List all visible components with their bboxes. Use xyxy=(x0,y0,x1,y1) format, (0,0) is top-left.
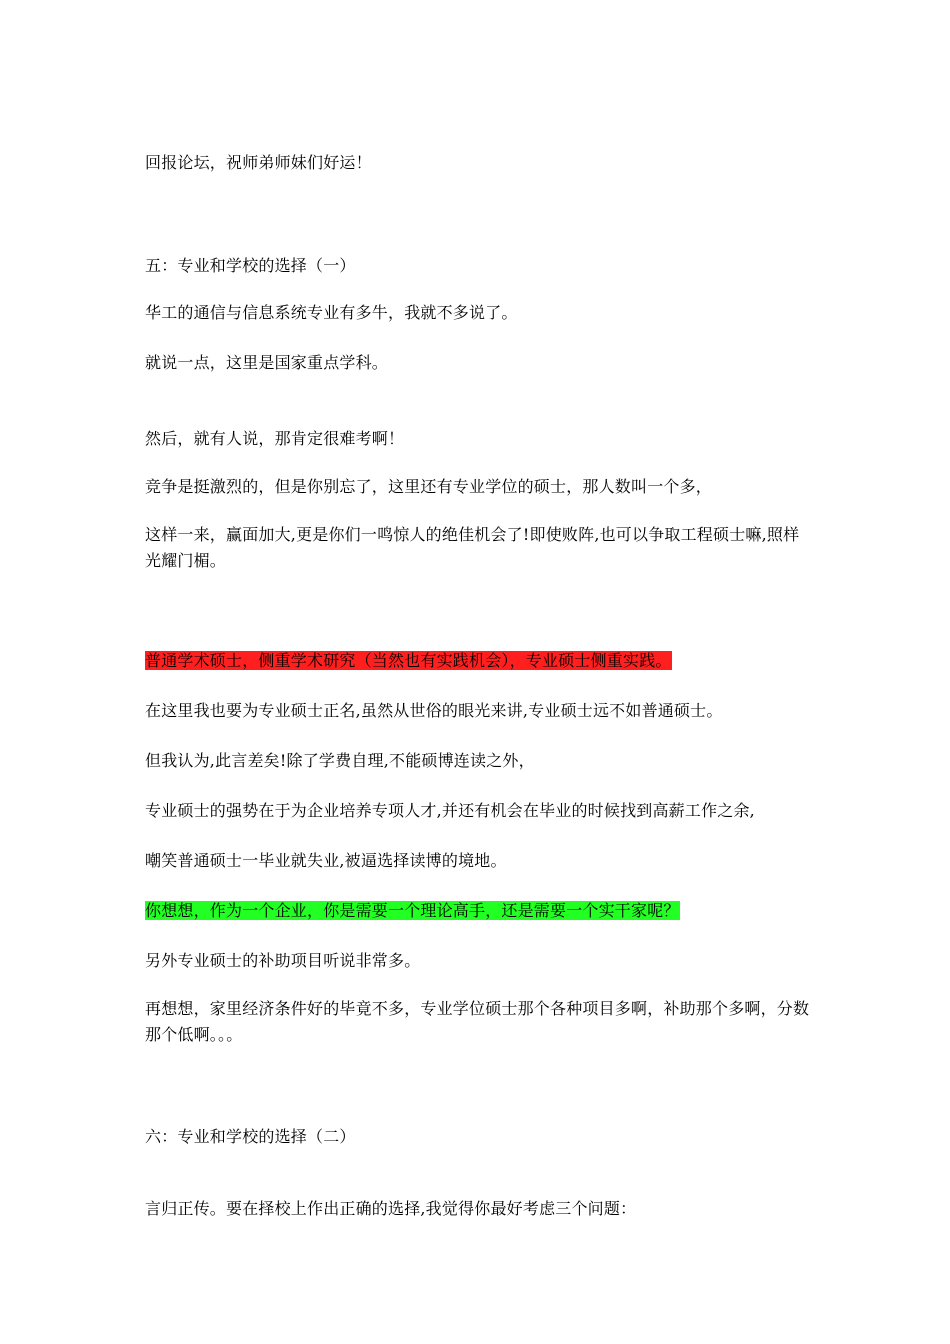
paragraph-highlighted-green xyxy=(145,898,815,924)
section-heading-5: 五：专业和学校的选择（一） xyxy=(145,256,356,275)
paragraph: 言归正传。要在择校上作出正确的选择,我觉得你最好考虑三个问题： xyxy=(145,1199,637,1218)
paragraph-closing-note: 回报论坛，祝师弟师妹们好运！ xyxy=(145,153,372,172)
paragraph: 竞争是挺激烈的，但是你别忘了，这里还有专业学位的硕士，那人数叫一个多， xyxy=(145,477,713,496)
paragraph: 但我认为,此言差矣!除了学费自理,不能硕博连读之外， xyxy=(145,751,535,770)
paragraph: 再想想，家里经济条件好的毕竟不多，专业学位硕士那个各种项目多啊，补助那个多啊，分数那个低啊。。。 xyxy=(145,999,810,1044)
paragraph: 这样一来，赢面加大,更是你们一鸣惊人的绝佳机会了!即使败阵,也可以争取工程硕士嘛,照样光耀门楣。 xyxy=(145,525,800,570)
paragraph: 华工的通信与信息系统专业有多牛，我就不多说了。 xyxy=(145,303,518,322)
paragraph: 另外专业硕士的补助项目听说非常多。 xyxy=(145,951,421,970)
green-highlight-text: 你想想，作为一个企业，你是需要一个理论高手，还是需要一个实干家呢？ xyxy=(145,901,680,920)
paragraph: 然后，就有人说，那肯定很难考啊！ xyxy=(145,429,405,448)
paragraph-highlighted-red xyxy=(145,648,815,674)
red-highlight-text: 普通学术硕士，侧重学术研究（当然也有实践机会），专业硕士侧重实践。 xyxy=(145,651,672,670)
paragraph: 嘲笑普通硕士一毕业就失业,被逼选择读博的境地。 xyxy=(145,851,507,870)
paragraph: 就说一点，这里是国家重点学科。 xyxy=(145,353,389,372)
paragraph: 在这里我也要为专业硕士正名,虽然从世俗的眼光来讲,专业硕士远不如普通硕士。 xyxy=(145,701,723,720)
section-heading-6: 六：专业和学校的选择（二） xyxy=(145,1127,356,1146)
paragraph: 专业硕士的强势在于为企业培养专项人才,并还有机会在毕业的时候找到高薪工作之余, xyxy=(145,801,755,820)
